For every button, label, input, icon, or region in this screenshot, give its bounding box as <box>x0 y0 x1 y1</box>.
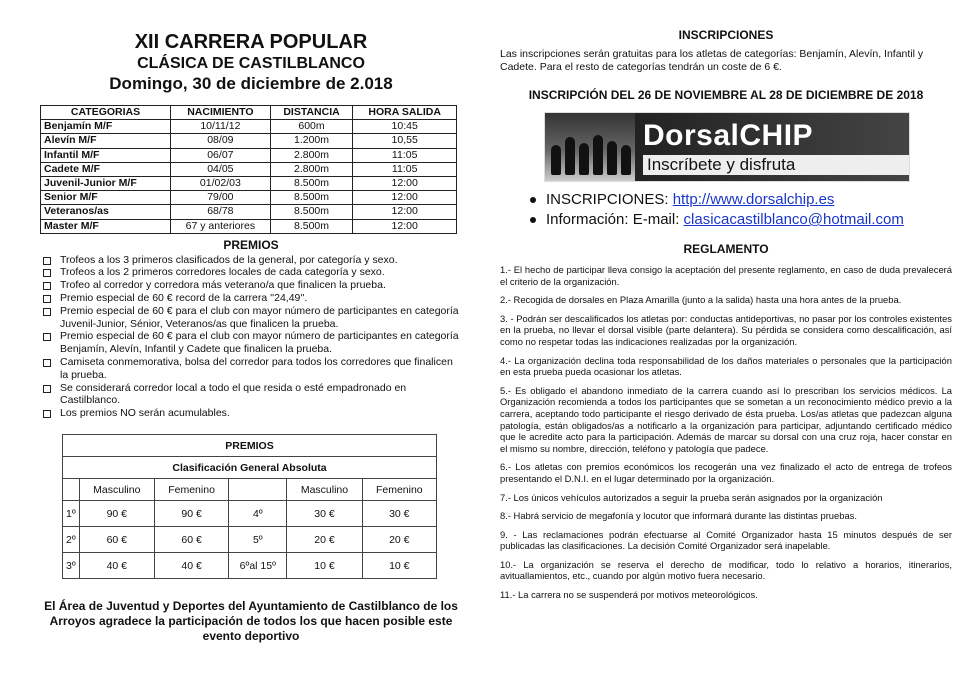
birth-years: 67 y anteriores <box>171 219 271 233</box>
distance: 8.500m <box>270 191 353 205</box>
info-links <box>530 190 952 230</box>
start-time: 11:05 <box>353 162 457 176</box>
dorsalchip-link[interactable]: http://www.dorsalchip.es <box>672 191 835 208</box>
prize-masculino: 40 € <box>79 553 154 579</box>
category-name: Master M/F <box>41 219 171 233</box>
start-time: 12:00 <box>353 176 457 190</box>
email-link-item <box>530 210 952 230</box>
category-row <box>41 205 457 219</box>
inscripciones-text: Las inscripciones serán gratuitas para los atletas de categorías: Benjamín, Alevín, Infantil y Cadete. Para el resto de categorías tendrán un coste de 6 €. <box>500 48 924 73</box>
race-subtitle: CLÁSICA DE CASTILBLANCO <box>137 55 365 72</box>
inscripciones-label: INSCRIPCIONES: <box>546 191 673 208</box>
left-column <box>40 30 462 644</box>
start-time: 10:45 <box>353 120 457 134</box>
category-name: Alevín M/F <box>41 134 171 148</box>
awards-subheading: Clasificación General Absoluta <box>63 457 437 479</box>
awards-col-femenino: Femenino <box>362 479 436 501</box>
dorsalchip-logo <box>544 112 910 182</box>
start-time: 10,55 <box>353 134 457 148</box>
category-name: Juvenil-Junior M/F <box>41 176 171 190</box>
race-title: XII CARRERA POPULAR <box>134 31 368 53</box>
premio-item: Premio especial de 60 € record de la carrera ''24,49''. <box>40 292 462 305</box>
prize-femenino: 30 € <box>362 501 436 527</box>
runners-silhouette-icon <box>545 113 635 181</box>
logo-slogan: Inscríbete y disfruta <box>643 155 909 175</box>
awards-blank-cell <box>63 479 80 501</box>
position: 1º <box>63 501 80 527</box>
distance: 600m <box>270 120 353 134</box>
birth-years: 79/00 <box>171 191 271 205</box>
prize-femenino: 40 € <box>154 553 228 579</box>
birth-years: 01/02/03 <box>171 176 271 190</box>
category-row <box>41 134 457 148</box>
position: 4º <box>229 501 287 527</box>
category-row <box>41 219 457 233</box>
position: 6ºal 15º <box>229 553 287 579</box>
rule-item: 3. - Podrán ser descalificados los atletas por: conductas antideportivas, no pasar por los controles existentes en la prueba, no llevar el dorsal visible (parte delantera). Su pérdida se considera como descalificación, así como no respetar todas las indicaciones realizadas por la organización. <box>500 312 952 347</box>
category-name: Senior M/F <box>41 191 171 205</box>
prize-masculino: 60 € <box>79 527 154 553</box>
premio-item: Los premios NO serán acumulables. <box>40 407 462 420</box>
distance: 2.800m <box>270 148 353 162</box>
position: 5º <box>229 527 287 553</box>
col-distancia: DISTANCIA <box>270 106 353 120</box>
prize-femenino: 10 € <box>362 553 436 579</box>
awards-blank-cell <box>229 479 287 501</box>
rule-item: 6.- Los atletas con premios económicos los recogerán una vez finalizado el acto de entrega de trofeos presentando el D.N.I. en el lugar determinado por la organización. <box>500 461 952 484</box>
distance: 2.800m <box>270 162 353 176</box>
rule-item: 5.- Es obligado el abandono inmediato de la carrera cuando así lo prescriban los servicios médicos. La Organización recomienda a todos los participantes que se sometan a un reconocimiento médico previo a la carrera, aceptando todo participante el riesgo derivado de ésta prueba. Los/as atletas que padezcan alguna patología, están obligados/as a notificarlo a la organización para participar, adjuntando certificado médico que le acredite acto para la participación. Además de marcar su dorsal con una cruz roja, hacer constar en el mismo su nombre, dirección, teléfono y patología que padece. <box>500 384 952 454</box>
awards-col-masculino: Masculino <box>287 479 362 501</box>
category-row <box>41 176 457 190</box>
inscripciones-link-item <box>530 190 952 210</box>
distance: 8.500m <box>270 219 353 233</box>
inscription-dates-heading: INSCRIPCIÓN DEL 26 DE NOVIEMBRE AL 28 DE DICIEMBRE DE 2018 <box>528 88 924 102</box>
email-link[interactable]: clasicacastilblanco@hotmail.com <box>683 211 904 228</box>
category-row <box>41 191 457 205</box>
premios-list <box>40 254 462 420</box>
premios-heading: PREMIOS <box>223 237 279 252</box>
birth-years: 08/09 <box>171 134 271 148</box>
premio-item: Trofeos a los 2 primeros corredores locales de cada categoría y sexo. <box>40 266 462 279</box>
awards-col-masculino: Masculino <box>79 479 154 501</box>
rule-item: 9. - Las reclamaciones podrán efectuarse al Comité Organizador hasta 15 minutos después de ser publicadas las clasificaciones. La decisión Comité Organizador será inapelable. <box>500 528 952 552</box>
awards-heading: PREMIOS <box>63 435 437 457</box>
category-name: Cadete M/F <box>41 162 171 176</box>
premio-item: Camiseta conmemorativa, bolsa del corredor para todos los corredores que finalicen la prueba. <box>40 356 462 382</box>
prize-masculino: 10 € <box>287 553 362 579</box>
award-row <box>63 527 437 553</box>
category-row <box>41 162 457 176</box>
race-date: Domingo, 30 de diciembre de 2.018 <box>109 74 393 93</box>
prize-masculino: 20 € <box>287 527 362 553</box>
reglamento-rules <box>500 264 952 601</box>
birth-years: 06/07 <box>171 148 271 162</box>
inscripciones-heading: INSCRIPCIONES <box>678 28 774 42</box>
right-column <box>500 28 952 608</box>
premio-item: Se considerará corredor local a todo el que resida o esté empadronado en Castilblanco. <box>40 382 462 408</box>
birth-years: 04/05 <box>171 162 271 176</box>
prize-femenino: 20 € <box>362 527 436 553</box>
premio-item: Premio especial de 60 € para el club con mayor número de participantes en categoría Juvenil-Junior, Sénior, Veteranos/as que finalicen la prueba. <box>40 305 462 331</box>
rule-item: 11.- La carrera no se suspenderá por motivos meteorológicos. <box>500 589 758 601</box>
categories-table <box>40 105 457 234</box>
acknowledgement-text: El Área de Juventud y Deportes del Ayuntamiento de Castilblanco de los Arroyos agradece la participación de todos los que hacen posible este evento deportivo <box>44 599 458 644</box>
prize-masculino: 30 € <box>287 501 362 527</box>
premio-item: Trofeos a los 3 primeros clasificados de la general, por categoría y sexo. <box>40 254 462 267</box>
distance: 8.500m <box>270 205 353 219</box>
rule-item: 8.- Habrá servicio de megafonía y locutor que informará durante las distintas pruebas. <box>500 510 857 522</box>
categories-header-row <box>41 106 457 120</box>
category-name: Veteranos/as <box>41 205 171 219</box>
rule-item: 1.- El hecho de participar lleva consigo la aceptación del presente reglamento, en caso de duda prevalecerá el criterio de la organización. <box>500 264 952 287</box>
start-time: 11:05 <box>353 148 457 162</box>
premio-item: Premio especial de 60 € para el club con mayor número de participantes en categoría Benjamín, Alevín, Infantil y Cadete que finalicen la prueba. <box>40 330 462 356</box>
logo-brand: DorsalCHIP <box>643 119 814 152</box>
email-label: Información: E-mail: <box>546 211 684 228</box>
award-row <box>63 501 437 527</box>
awards-col-femenino: Femenino <box>154 479 228 501</box>
category-name: Infantil M/F <box>41 148 171 162</box>
col-nacimiento: NACIMIENTO <box>171 106 271 120</box>
col-hora-salida: HORA SALIDA <box>353 106 457 120</box>
rule-item: 4.- La organización declina toda responsabilidad de los daños materiales o personales que la participación en esta prueba pueda ocasionar los atletas. <box>500 354 952 378</box>
awards-table <box>62 434 437 579</box>
col-categorias: CATEGORIAS <box>41 106 171 120</box>
award-row <box>63 553 437 579</box>
prize-femenino: 90 € <box>154 501 228 527</box>
start-time: 12:00 <box>353 219 457 233</box>
start-time: 12:00 <box>353 205 457 219</box>
rule-item: 7.- Los únicos vehículos autorizados a seguir la prueba serán asignados por la organización <box>500 491 883 503</box>
prize-masculino: 90 € <box>79 501 154 527</box>
position: 2º <box>63 527 80 553</box>
birth-years: 68/78 <box>171 205 271 219</box>
rule-item: 10.- La organización se reserva el derecho de modificar, todo lo relativo a horarios, itinerarios, avituallamientos, etc., cuando por algún motivo fuera necesario. <box>500 558 952 582</box>
rule-item: 2.- Recogida de dorsales en Plaza Amarilla (junto a la salida) hasta una hora antes de la prueba. <box>500 294 902 306</box>
birth-years: 10/11/12 <box>171 120 271 134</box>
position: 3º <box>63 553 80 579</box>
reglamento-heading: REGLAMENTO <box>683 242 769 256</box>
category-row <box>41 120 457 134</box>
start-time: 12:00 <box>353 191 457 205</box>
premio-item: Trofeo al corredor y corredora más veterano/a que finalicen la prueba. <box>40 279 462 292</box>
category-name: Benjamín M/F <box>41 120 171 134</box>
distance: 8.500m <box>270 176 353 190</box>
prize-femenino: 60 € <box>154 527 228 553</box>
category-row <box>41 148 457 162</box>
distance: 1.200m <box>270 134 353 148</box>
